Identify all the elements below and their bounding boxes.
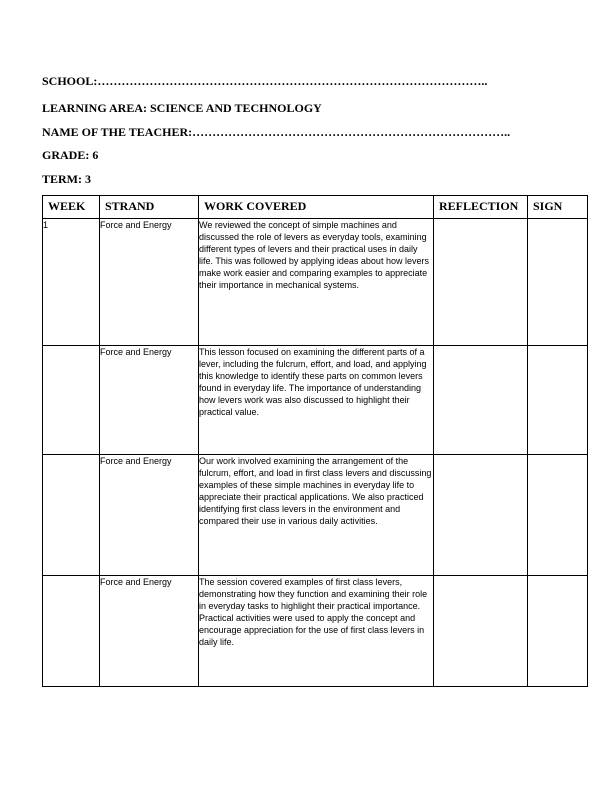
learning-area-heading: LEARNING AREA: SCIENCE AND TECHNOLOGY <box>42 101 322 115</box>
strand-cell: Force and Energy <box>100 455 199 576</box>
week-cell: 1 <box>43 219 100 346</box>
reflection-cell[interactable] <box>434 455 528 576</box>
work-covered-text: Our work involved examining the arrangement of the fulcrum, effort, and load in first class levers and discussing examples of these simple machines in everyday life to appreciate their practical applications. We also practiced identifying first class levers in the environment and compared their use in various daily activities. <box>199 456 432 526</box>
work-covered-cell <box>199 455 434 576</box>
column-header-work-covered: WORK COVERED <box>199 196 434 219</box>
strand-cell: Force and Energy <box>100 219 199 346</box>
work-covered-cell <box>199 346 434 455</box>
table-row <box>43 576 588 687</box>
week-cell <box>43 576 100 687</box>
sign-cell[interactable] <box>528 455 588 576</box>
work-covered-cell <box>199 219 434 346</box>
reflection-cell[interactable] <box>434 576 528 687</box>
work-covered-text: We reviewed the concept of simple machines and discussed the role of levers as everyday tools, examining different types of levers and their practical uses in daily life. This was followed by applying ideas about how levers make work easier and comparing examples to appreciate their importance in mechanical systems. <box>199 220 429 290</box>
column-header-strand: STRAND <box>100 196 199 219</box>
term-label: TERM: 3 <box>42 172 91 186</box>
table-row <box>43 455 588 576</box>
school-field: SCHOOL:…………………………………………………………………………………….. <box>42 74 488 88</box>
reflection-cell[interactable] <box>434 219 528 346</box>
sign-cell[interactable] <box>528 219 588 346</box>
reflection-cell[interactable] <box>434 346 528 455</box>
table-header-row <box>43 196 588 219</box>
teacher-name-field: NAME OF THE TEACHER:…………………………………………………………………….. <box>42 125 511 139</box>
strand-cell: Force and Energy <box>100 576 199 687</box>
sign-cell[interactable] <box>528 346 588 455</box>
sign-cell[interactable] <box>528 576 588 687</box>
work-record-table <box>42 195 588 687</box>
table-row <box>43 219 588 346</box>
grade-label: GRADE: 6 <box>42 148 99 162</box>
table-row <box>43 346 588 455</box>
strand-cell: Force and Energy <box>100 346 199 455</box>
column-header-sign: SIGN <box>528 196 588 219</box>
week-cell <box>43 346 100 455</box>
work-covered-cell <box>199 576 434 687</box>
work-covered-text: The session covered examples of first class levers, demonstrating how they function and examining their role in everyday tasks to highlight their practical importance. Practical activities were used to apply the concept and encourage appreciation for the use of first class levers in daily life. <box>199 577 428 647</box>
column-header-reflection: REFLECTION <box>434 196 528 219</box>
column-header-week: WEEK <box>43 196 100 219</box>
work-covered-text: This lesson focused on examining the different parts of a lever, including the fulcrum, effort, and load, and applying this knowledge to identify these parts on common levers found in everyday life. The importance of understanding how levers work was also discussed to highlight their practical value. <box>199 347 427 417</box>
week-cell <box>43 455 100 576</box>
